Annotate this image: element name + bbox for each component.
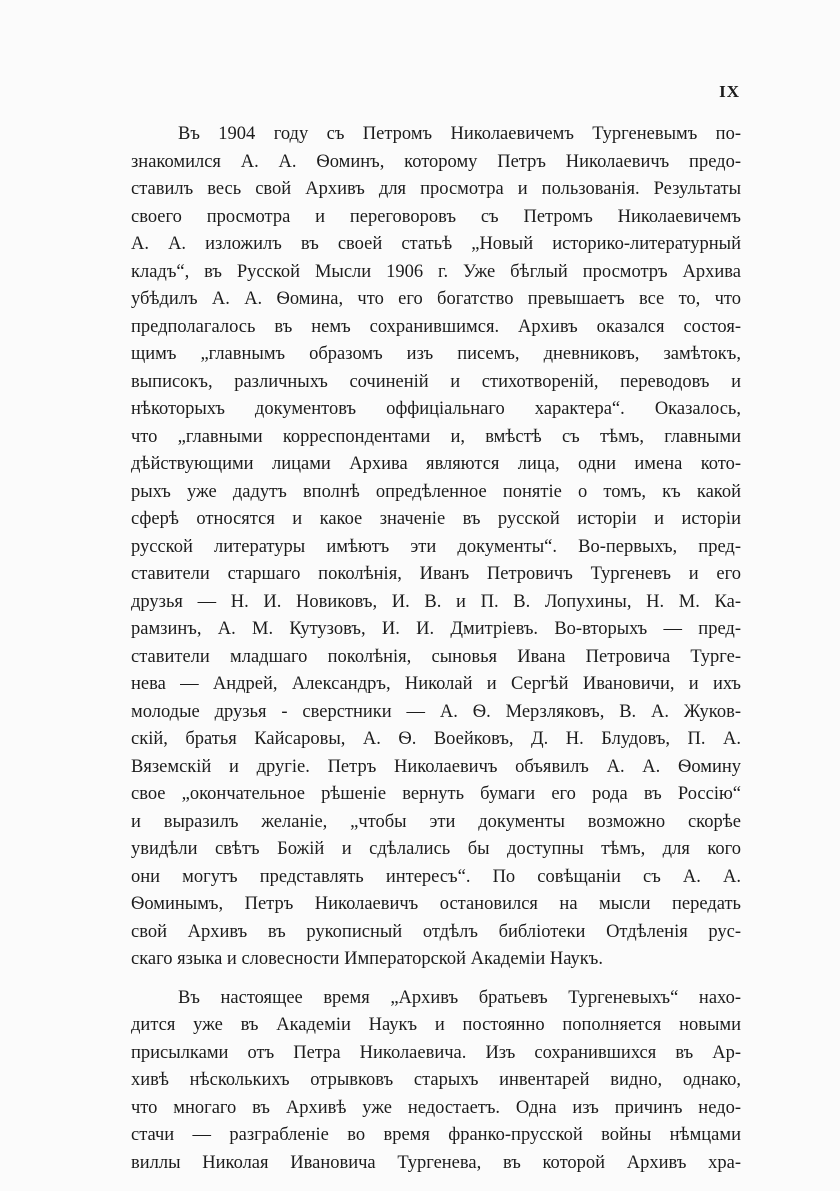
text-line: ставители старшаго поколѣнія, Иванъ Петровичъ Тургеневъ и его <box>131 564 741 584</box>
text-line: присылками отъ Петра Николаевича. Изъ сохранившихся въ Ар- <box>131 1042 741 1063</box>
text-line: и выразилъ желаніе, „чтобы эти документы возможно скорѣе <box>131 811 741 832</box>
paragraph-1 <box>131 121 741 974</box>
text-line: Въ настоящее время „Архивъ братьевъ Тургеневыхъ“ нахо- <box>178 987 741 1008</box>
text-line: свое „окончательное рѣшеніе вернуть бумаги его рода въ Россію“ <box>131 784 741 804</box>
paragraph-gap <box>131 974 741 985</box>
text-line: предполагалось въ немъ сохранившимся. Архивъ оказался состоя- <box>131 316 741 337</box>
text-line: Ѳоминымъ, Петръ Николаевичъ остановился на мысли передать <box>131 894 741 914</box>
text-line: кладъ“, въ Русской Мысли 1906 г. Уже бѣглый просмотръ Архива <box>131 261 741 282</box>
text-line: нева — Андрей, Александръ, Николай и Сергѣй Ивановичи, и ихъ <box>131 674 741 694</box>
text-line: рыхъ уже дадутъ вполнѣ опредѣленное понятіе о томъ, къ какой <box>131 481 741 502</box>
text-line: виллы Николая Ивановича Тургенева, въ которой Архивъ хра- <box>131 1152 741 1173</box>
text-line: хивѣ нѣсколькихъ отрывковъ старыхъ инвентарей видно, однако, <box>131 1070 741 1090</box>
text-line: стачи — разграбленіе во время франко-прусской войны нѣмцами <box>131 1125 741 1145</box>
text-line: друзья — Н. И. Новиковъ, И. В. и П. В. Лопухины, Н. М. Ка- <box>131 591 741 612</box>
text-line: щимъ „главнымъ образомъ изъ писемъ, дневниковъ, замѣтокъ, <box>131 344 741 364</box>
text-line: знакомился А. А. Ѳоминъ, которому Петръ Николаевичъ предо- <box>131 151 741 172</box>
text-line: скаго языка и словесности Императорской Академіи Наукъ. <box>131 949 603 969</box>
page-number: IX <box>719 82 740 101</box>
text-line: дѣйствующими лицами Архива являются лица, одни имена кото- <box>131 454 741 474</box>
text-line: скій, братья Кайсаровы, А. Ѳ. Воейковъ, Д. Н. Блудовъ, П. А. <box>131 729 741 749</box>
text-line: рамзинъ, А. М. Кутузовъ, И. И. Дмитріевъ. Во-вторыхъ — пред- <box>131 619 741 639</box>
text-line: своего просмотра и переговоровъ съ Петромъ Николаевичемъ <box>131 206 741 227</box>
text-line: выписокъ, различныхъ сочиненій и стихотвореній, переводовъ и <box>131 371 741 392</box>
text-line: сферѣ относятся и какое значеніе въ русской исторіи и исторіи <box>131 509 741 529</box>
text-line: что многаго въ Архивѣ уже недостаетъ. Одна изъ причинъ недо- <box>131 1097 741 1118</box>
paragraph-2 <box>131 985 741 1178</box>
text-line: что „главными корреспондентами и, вмѣстѣ съ тѣмъ, главными <box>131 426 741 447</box>
text-line: увидѣли свѣтъ Божій и сдѣлались бы доступны тѣмъ, для кого <box>131 839 741 859</box>
text-line: Вяземскій и другіе. Петръ Николаевичъ объявилъ А. А. Ѳомину <box>131 756 741 777</box>
text-line: они могутъ представлять интересъ“. По совѣщаніи съ А. А. <box>131 866 741 887</box>
text-line: ставилъ весь свой Архивъ для просмотра и пользованія. Результаты <box>131 179 741 199</box>
text-line: Въ 1904 году съ Петромъ Николаевичемъ Тургеневымъ по- <box>178 124 741 144</box>
text-line: А. А. изложилъ въ своей статьѣ „Новый историко-литературный <box>131 234 741 254</box>
body-text <box>131 121 741 1177</box>
text-line: свой Архивъ въ рукописный отдѣлъ библіотеки Отдѣленія рус- <box>131 921 741 942</box>
text-line: убѣдилъ А. А. Ѳомина, что его богатство превышаетъ все то, что <box>131 289 741 309</box>
text-line: ставители младшаго поколѣнія, сыновья Ивана Петровича Турге- <box>131 646 741 667</box>
text-line: дится уже въ Академіи Наукъ и постоянно пополняется новыми <box>131 1015 741 1035</box>
text-line: нѣкоторыхъ документовъ оффиціальнаго характера“. Оказалось, <box>131 399 741 419</box>
text-line: русской литературы имѣютъ эти документы“. Во-первыхъ, пред- <box>131 536 741 557</box>
text-line: молодые друзья - сверстники — А. Ѳ. Мерзляковъ, В. А. Жуков- <box>131 701 741 722</box>
